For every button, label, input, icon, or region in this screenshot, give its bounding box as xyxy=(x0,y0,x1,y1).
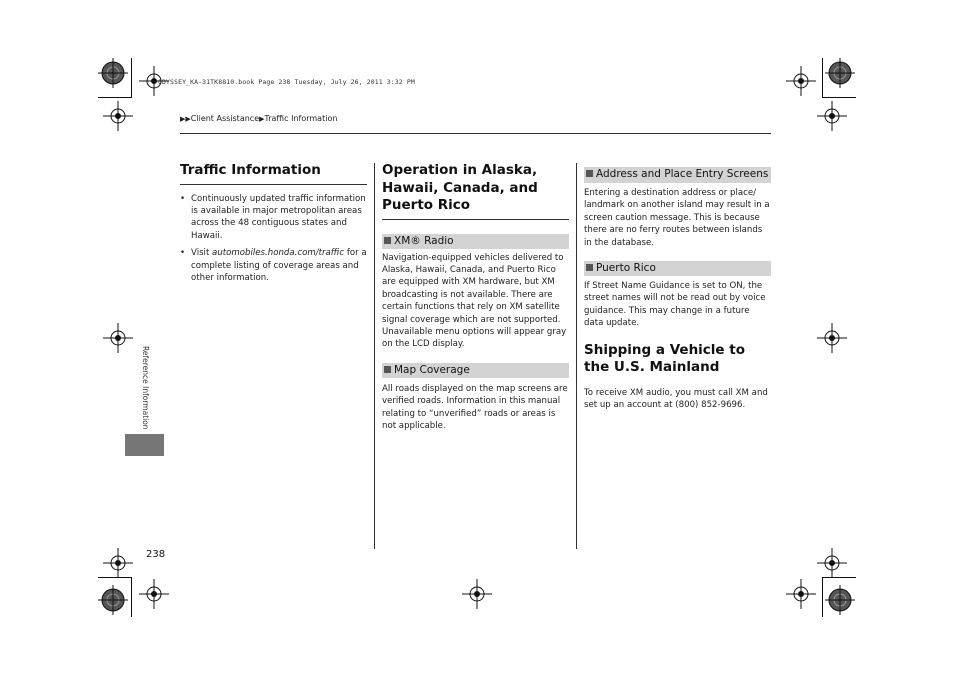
crosshair-icon xyxy=(103,323,133,353)
print-header: ODYSSEY_KA-31TK8810.book Page 238 Tuesday, July 26, 2011 3:32 PM xyxy=(158,78,415,86)
square-bullet-icon xyxy=(586,264,593,271)
traffic-url-link[interactable]: automobiles.honda.com/traffic xyxy=(212,248,345,259)
crop-line xyxy=(131,577,132,617)
registration-target-icon xyxy=(98,58,128,88)
column-address-entry xyxy=(584,167,771,411)
breadcrumb-item-client-assistance[interactable]: Client Assistance xyxy=(190,114,260,123)
side-tab-marker xyxy=(125,434,164,456)
puerto-rico-text: If Street Name Guidance is set to ON, the street names will not be read out by voice guidance. This may change in a future data update. xyxy=(584,281,766,329)
crosshair-icon xyxy=(817,101,847,131)
heading-rule xyxy=(180,184,367,185)
header-divider xyxy=(180,133,771,134)
shipping-text: To receive XM audio, you must call XM and set up an account at (800) 852-9696. xyxy=(584,387,768,411)
registration-target-icon xyxy=(825,58,855,88)
side-tab-label: Reference Information xyxy=(141,346,150,430)
crop-line xyxy=(98,97,132,98)
registration-target-icon xyxy=(825,585,855,615)
crop-line xyxy=(822,577,856,578)
map-coverage-text: All roads displayed on the map screens are verified roads. Information in this manual relating to “unverified” roads or areas is not applicable. xyxy=(382,383,568,431)
breadcrumb xyxy=(180,114,337,123)
crosshair-icon xyxy=(817,323,847,353)
traffic-info-bullets xyxy=(180,193,367,285)
breadcrumb-item-traffic-information: Traffic Information xyxy=(264,114,338,123)
square-bullet-icon xyxy=(384,366,391,373)
crosshair-icon xyxy=(139,579,169,609)
subsection-bar-xm-radio: XM® Radio xyxy=(382,234,569,249)
column-operation-alaska xyxy=(382,162,569,432)
bullet-item: • Continuously updated traffic information is available in major metropolitan areas across the 48 contiguous states and Hawaii. xyxy=(191,193,367,243)
crop-line xyxy=(822,97,856,98)
crop-line xyxy=(822,577,823,617)
breadcrumb-arrow-icon: ▶ xyxy=(259,115,265,123)
column-traffic-information xyxy=(180,162,367,289)
subsection-bar-address-entry: Address and Place Entry Screens xyxy=(584,167,771,183)
crosshair-icon xyxy=(103,101,133,131)
square-bullet-icon xyxy=(586,170,593,177)
crop-line xyxy=(131,58,132,98)
crosshair-icon xyxy=(462,579,492,609)
subsection-bar-map-coverage: Map Coverage xyxy=(382,363,569,378)
breadcrumb-arrow-icon: ▶▶ xyxy=(180,115,191,123)
crosshair-icon xyxy=(786,66,816,96)
address-entry-text: Entering a destination address or place/ landmark on another island may result in a screen caution message. This is because there are no ferry routes between islands in the database. xyxy=(584,188,770,248)
page-number: 238 xyxy=(146,549,166,560)
registration-target-icon xyxy=(98,585,128,615)
column-divider xyxy=(576,163,577,549)
square-bullet-icon xyxy=(384,237,391,244)
crosshair-icon xyxy=(103,548,133,578)
xm-radio-text: Navigation-equipped vehicles delivered to Alaska, Hawaii, Canada, and Puerto Rico are equipped with XM hardware, but XM broadcasting is not available. There are certain functions that rely on XM satellite signal coverage which are not supported. Unavailable menu options will appear gray on the LCD display. xyxy=(382,252,567,350)
crop-line xyxy=(98,577,132,578)
section-heading-traffic-information: Traffic Information xyxy=(180,162,321,178)
section-heading-shipping: Shipping a Vehicle to the U.S. Mainland xyxy=(584,341,746,376)
subsection-bar-puerto-rico: Puerto Rico xyxy=(584,261,771,276)
crosshair-icon xyxy=(786,579,816,609)
heading-rule xyxy=(382,219,569,220)
bullet-item: • Visit automobiles.honda.com/traffic for a complete listing of coverage areas and other information. xyxy=(191,247,367,284)
column-divider xyxy=(374,163,375,549)
crop-line xyxy=(822,58,823,98)
section-heading-operation: Operation in Alaska, Hawaii, Canada, and Puerto Rico xyxy=(382,162,538,213)
crosshair-icon xyxy=(817,548,847,578)
